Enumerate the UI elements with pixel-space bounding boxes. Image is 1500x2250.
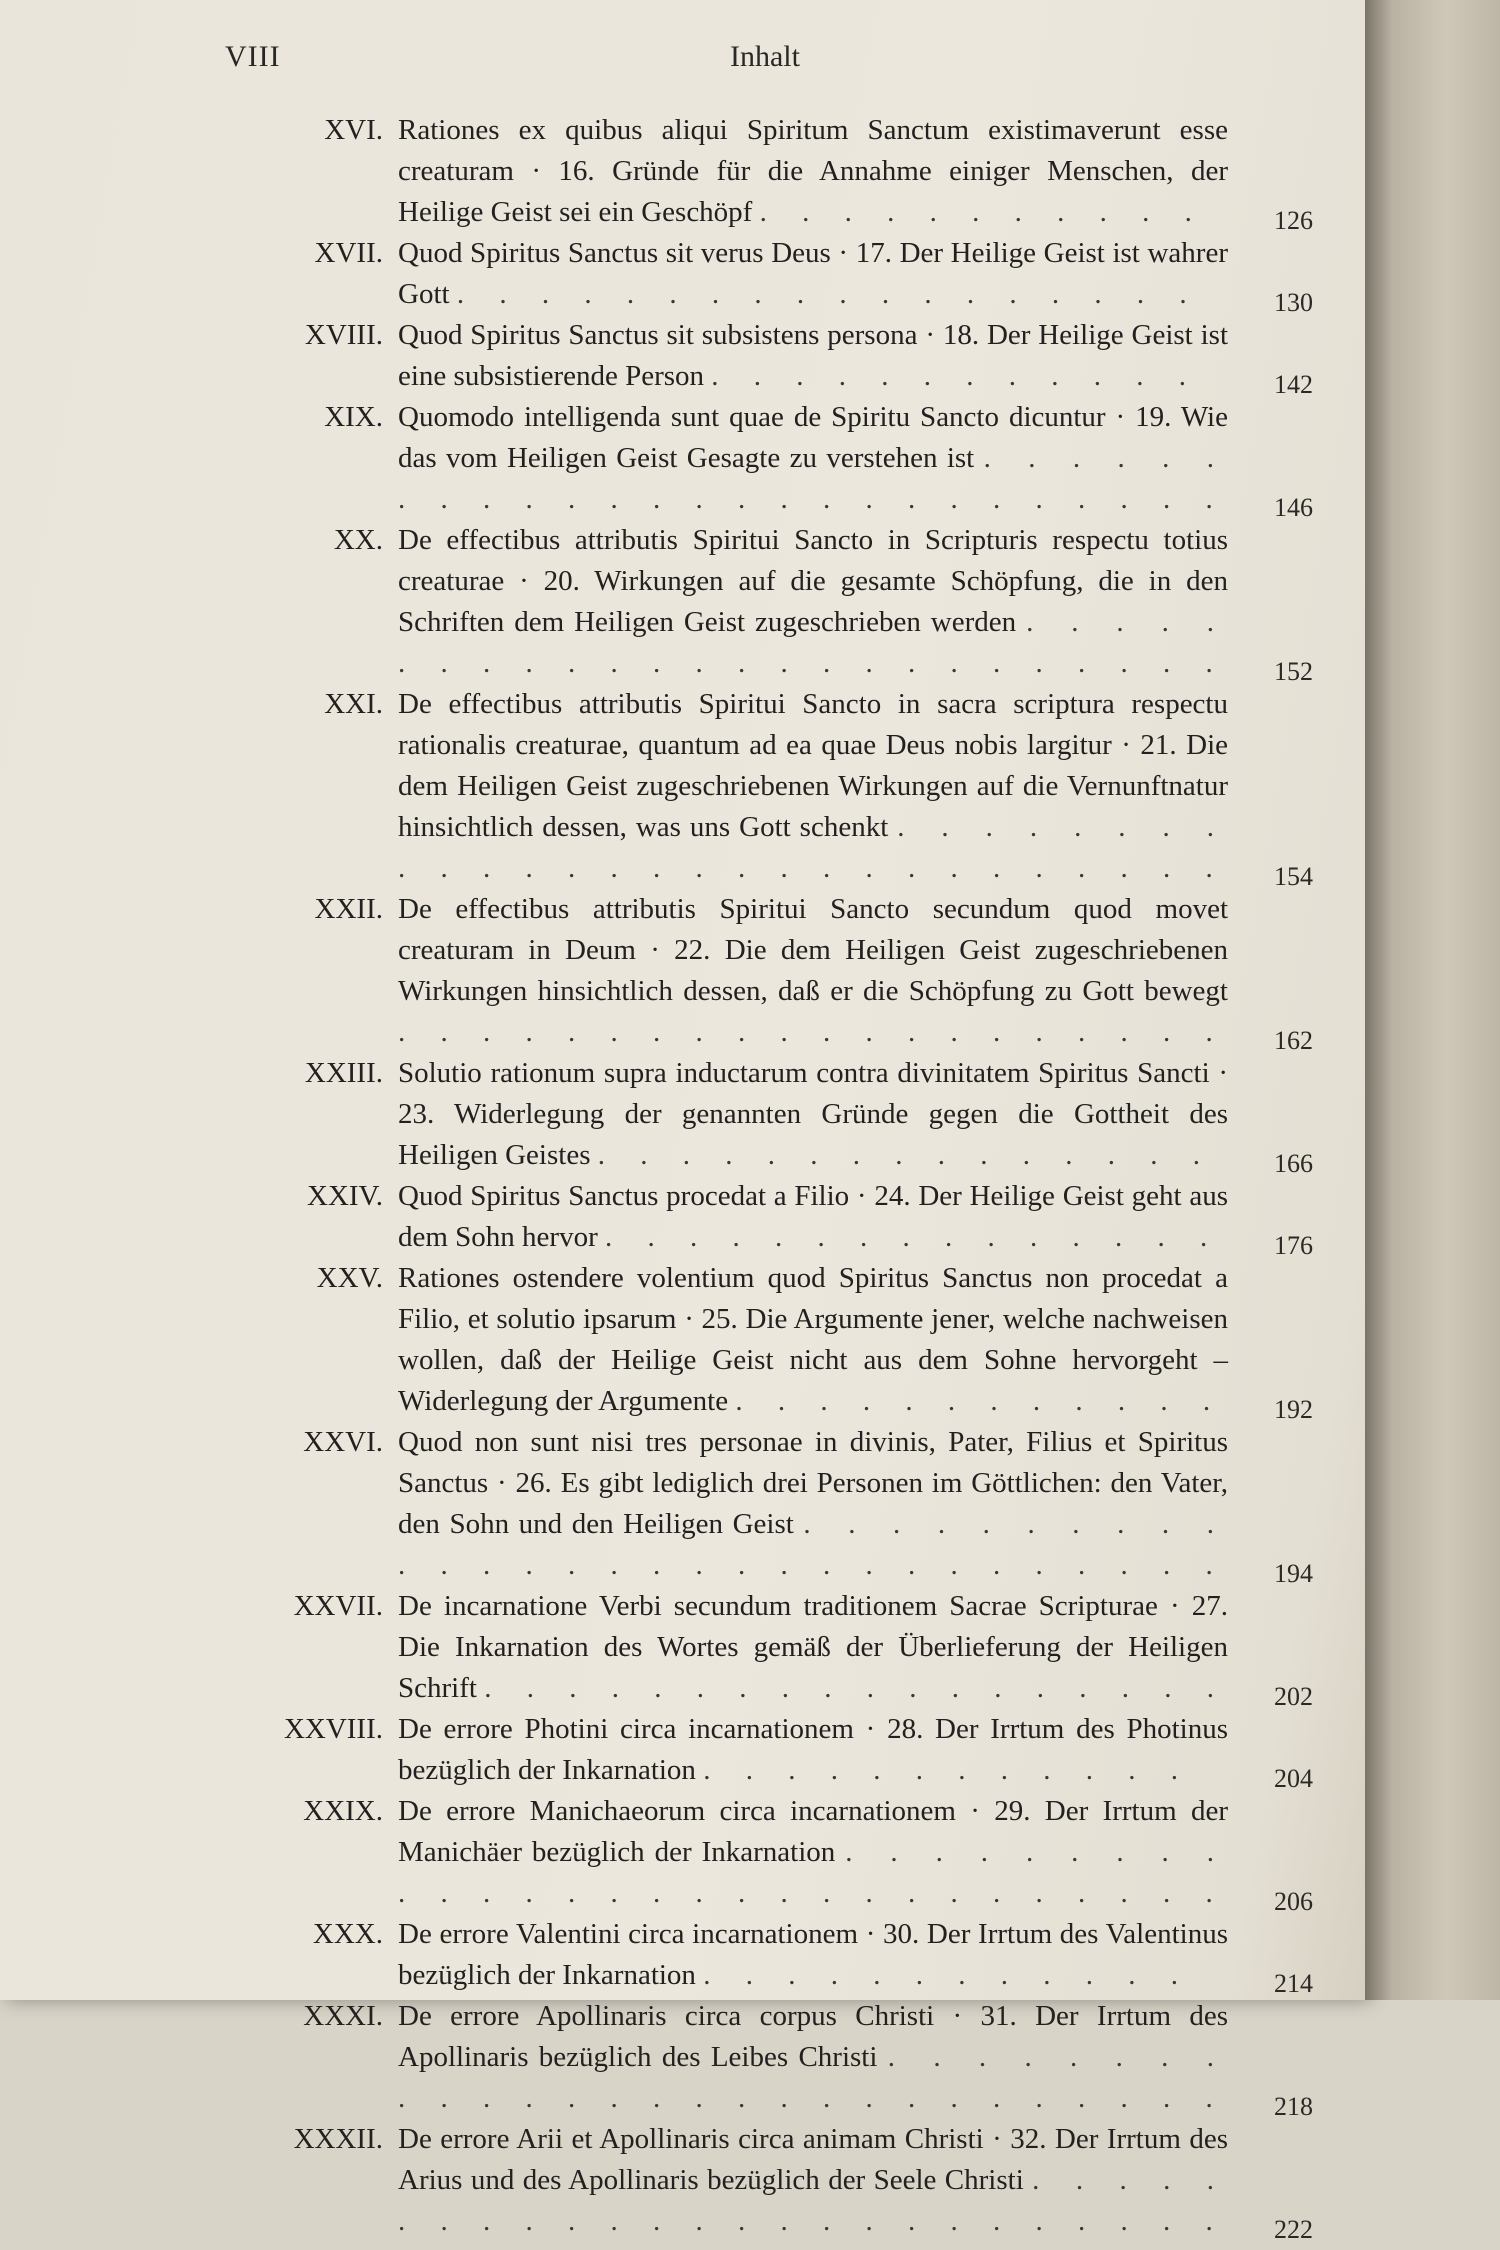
dot-leader: . . . . . . . . . . . . . . . . . . . . . . . . .: [398, 2164, 1228, 2237]
toc-entry: [0, 1422, 1365, 1586]
dot-leader: . . . . . . . . . . . . . . . . . . . . . . . . . . . .: [398, 811, 1228, 884]
dot-leader: . . . . . . . . . . . .: [703, 1754, 1192, 1786]
chapter-number: XXI.: [324, 688, 383, 720]
chapter-number: XXII.: [314, 893, 383, 925]
chapter-title: [398, 684, 1228, 889]
chapter-number: XVIII.: [304, 319, 383, 351]
dot-leader: . . . . . . . . . . . . . . .: [597, 1139, 1214, 1171]
dot-leader: . . . . . . . . . . . . . . . . . . . .: [398, 1016, 1227, 1048]
chapter-title: [398, 233, 1228, 315]
chapter-title: [398, 1914, 1228, 1996]
chapter-title-text: De errore Apollinaris circa corpus Christi · 31. Der Irrtum des Apollinaris bezüglich des Leibes Christi: [398, 2000, 1228, 2073]
toc-page-number: 142: [1274, 370, 1313, 399]
toc-entry: [0, 1586, 1365, 1709]
dot-leader: . . . . . . . . . . . .: [711, 360, 1201, 392]
toc-entry: [0, 1176, 1365, 1258]
dot-leader: . . . . . . . . . . . . . . . . . . . . . . . . . . . .: [398, 2041, 1229, 2114]
chapter-title-text: De errore Arii et Apollinaris circa animam Christi · 32. Der Irrtum des Arius und des Apollinaris bezüglich der Seele Christi: [398, 2123, 1228, 2196]
chapter-number: XVII.: [314, 237, 383, 269]
chapter-title: [398, 1176, 1228, 1258]
toc-entry: [0, 397, 1365, 520]
toc-page-number: 202: [1274, 1682, 1313, 1711]
chapter-title-text: Rationes ex quibus aliqui Spiritum Sanctum existimaverunt esse creaturam · 16. Gründe für die Annahme einiger Menschen, der Heilige Geist sei ein Geschöpf: [398, 114, 1228, 228]
chapter-title-text: De errore Valentini circa incarnationem · 30. Der Irrtum des Valentinus bezüglich der Inkarnation: [398, 1918, 1228, 1991]
chapter-number: XXXI.: [303, 2000, 383, 2032]
toc-entry: [0, 1914, 1365, 1996]
chapter-title-text: Quod Spiritus Sanctus sit subsistens persona · 18. Der Heilige Geist ist eine subsistierende Person: [398, 319, 1228, 392]
chapter-title-text: Quod non sunt nisi tres personae in divinis, Pater, Filius et Spiritus Sanctus · 26. Es gibt lediglich drei Personen im Göttlichen: den Vater, den Sohn und den Heiligen Geist: [398, 1426, 1228, 1540]
chapter-title: [398, 315, 1228, 397]
chapter-number: XIX.: [324, 401, 383, 433]
page-number: VIII: [225, 40, 281, 73]
toc-entry: [0, 889, 1365, 1053]
toc-entry: [0, 233, 1365, 315]
chapter-title-text: De effectibus attributis Spiritui Sancto in Scripturis respectu totius creaturae · 20. Wirkungen auf die gesamte Schöpfung, die in den Schriften dem Heiligen Geist zugeschrieben werden: [398, 524, 1228, 638]
dot-leader: . . . . . . . . . . . . . . . . . .: [484, 1672, 1228, 1704]
chapter-title: [398, 1791, 1228, 1914]
toc-page-number: 204: [1274, 1764, 1313, 1793]
toc-page-number: 192: [1274, 1395, 1313, 1424]
chapter-title: [398, 1053, 1228, 1176]
chapter-number: XXIV.: [307, 1180, 383, 1212]
toc-entry: [0, 2119, 1365, 2242]
toc-page-number: 222: [1274, 2215, 1313, 2244]
chapter-title: [398, 1996, 1228, 2119]
toc-entry: [0, 1709, 1365, 1791]
chapter-number: XXX.: [312, 1918, 383, 1950]
toc-entry: [0, 1053, 1365, 1176]
toc-page-number: 218: [1274, 2092, 1313, 2121]
dot-leader: . . . . . . . . . . . . . . . . . . . . . . . . . . . . . .: [398, 1508, 1229, 1581]
chapter-title: [398, 1586, 1228, 1709]
toc-page-number: 166: [1274, 1149, 1313, 1178]
chapter-title-text: De errore Photini circa incarnationem · 28. Der Irrtum des Photinus bezüglich der Inkarnation: [398, 1713, 1228, 1786]
toc-page-number: 162: [1274, 1026, 1313, 1055]
chapter-title-text: De incarnatione Verbi secundum traditionem Sacrae Scripturae · 27. Die Inkarnation des Wortes gemäß der Überlieferung der Heiligen Schrift: [398, 1590, 1228, 1704]
toc-page-number: 176: [1274, 1231, 1313, 1260]
toc-page-number: 130: [1274, 288, 1313, 317]
chapter-number: XX.: [333, 524, 383, 556]
chapter-title-text: De effectibus attributis Spiritui Sancto secundum quod movet creaturam in Deum · 22. Die dem Heiligen Geist zugeschriebenen Wirkungen hinsichtlich dessen, daß er die Schöpfung zu Gott bewegt: [398, 893, 1228, 1007]
toc-page-number: 146: [1274, 493, 1313, 522]
toc-page-number: 214: [1274, 1969, 1313, 1998]
chapter-number: XVI.: [324, 114, 383, 146]
dot-leader: . . . . . . . . . . . . . . . . . .: [456, 278, 1201, 310]
dot-leader: . . . . . . . . . . . .: [735, 1385, 1225, 1417]
chapter-title-text: De effectibus attributis Spiritui Sancto in sacra scriptura respectu rationalis creaturae, quantum ad ea quae Deus nobis largitur · 21. Die dem Heiligen Geist zugeschriebenen Wirkungen auf die Vernunftnatur hinsichtlich dessen, was uns Gott schenkt: [398, 688, 1228, 843]
dot-leader: . . . . . . . . . . . . . . . . . . . . . . . . . . . . .: [398, 1836, 1229, 1909]
toc-page-number: 154: [1274, 862, 1313, 891]
toc-entry: [0, 110, 1365, 233]
toc-entry: [0, 1791, 1365, 1914]
chapter-title-text: Quomodo intelligenda sunt quae de Spiritu Sancto dicuntur · 19. Wie das vom Heiligen Geist Gesagte zu verstehen ist: [398, 401, 1228, 474]
chapter-title-text: Rationes ostendere volentium quod Spiritus Sanctus non procedat a Filio, et solutio ipsarum · 25. Die Argumente jener, welche nachweisen wollen, daß der Heilige Geist nicht aus dem Sohne hervorgeht – Widerlegung der Argumente: [398, 1262, 1228, 1417]
toc-page-number: 126: [1274, 206, 1313, 235]
dot-leader: . . . . . . . . . . . . . . .: [605, 1221, 1222, 1253]
chapter-number: XXVI.: [303, 1426, 383, 1458]
chapter-title: [398, 110, 1228, 233]
page-title: Inhalt: [730, 40, 800, 73]
chapter-number: XXVIII.: [283, 1713, 383, 1745]
adjacent-page-edge: [1365, 0, 1500, 2000]
chapter-title-text: Quod Spiritus Sanctus sit verus Deus · 17. Der Heilige Geist ist wahrer Gott: [398, 237, 1228, 310]
chapter-title: [398, 1709, 1228, 1791]
dot-leader: . . . . . . . . . . . .: [703, 1959, 1192, 1991]
chapter-number: XXV.: [316, 1262, 383, 1294]
chapter-title: [398, 520, 1228, 684]
chapter-title-text: Solutio rationum supra inductarum contra divinitatem Spiritus Sancti · 23. Widerlegung der genannten Gründe gegen die Gottheit des Heiligen Geistes: [398, 1057, 1228, 1171]
chapter-number: XXIX.: [303, 1795, 383, 1827]
chapter-number: XXVII.: [293, 1590, 383, 1622]
table-of-contents: [0, 110, 1365, 2242]
toc-page-number: 194: [1274, 1559, 1313, 1588]
dot-leader: . . . . . . . . . . . . . . . . . . . . . . . . .: [398, 606, 1229, 679]
chapter-number: XXXII.: [293, 2123, 383, 2155]
dot-leader: . . . . . . . . . . .: [759, 196, 1206, 228]
toc-entry: [0, 1996, 1365, 2119]
dot-leader: . . . . . . . . . . . . . . . . . . . . . . . . . .: [398, 442, 1229, 515]
chapter-title: [398, 397, 1228, 520]
toc-entry: [0, 684, 1365, 889]
chapter-title-text: Quod Spiritus Sanctus procedat a Filio · 24. Der Heilige Geist geht aus dem Sohn hervor: [398, 1180, 1228, 1253]
toc-entry: [0, 520, 1365, 684]
chapter-title: [398, 1258, 1228, 1422]
toc-page-number: 152: [1274, 657, 1313, 686]
chapter-title: [398, 2119, 1228, 2242]
chapter-title: [398, 1422, 1228, 1586]
toc-page-number: 206: [1274, 1887, 1313, 1916]
toc-entry: [0, 315, 1365, 397]
chapter-number: XXIII.: [304, 1057, 383, 1089]
chapter-title: [398, 889, 1228, 1053]
toc-entry: [0, 1258, 1365, 1422]
chapter-title-text: De errore Manichaeorum circa incarnationem · 29. Der Irrtum der Manichäer bezüglich der Inkarnation: [398, 1795, 1228, 1868]
running-head: [225, 40, 1305, 80]
